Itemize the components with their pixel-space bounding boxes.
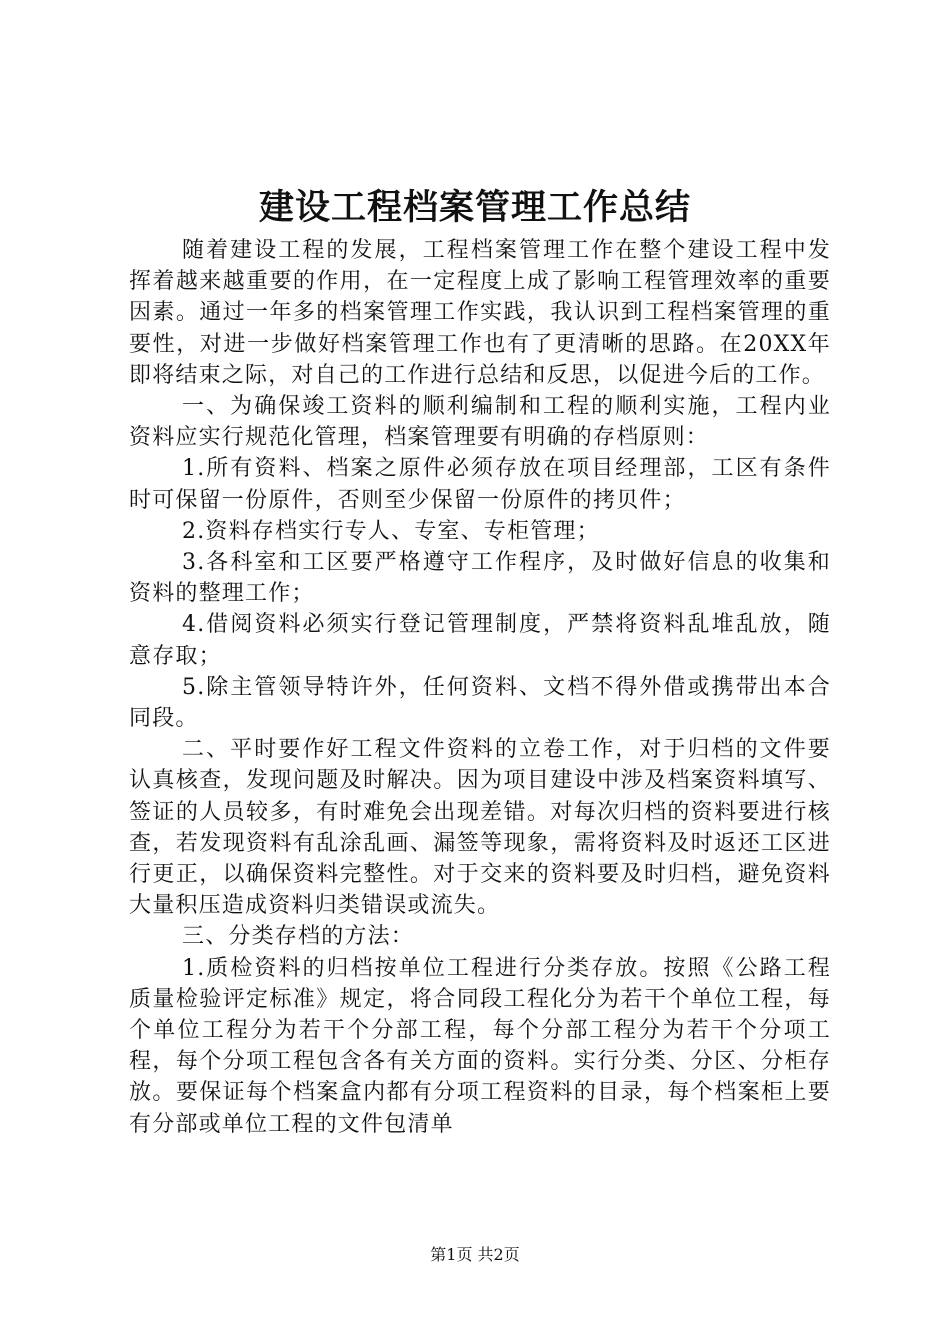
- paragraph-intro: 随着建设工程的发展，工程档案管理工作在整个建设工程中发挥着越来越重要的作用，在一定程度上成了影响工程管理效率的重要因素。通过一年多的档案管理工作实践，我认识到工程档案管理的重要性，对进一步做好档案管理工作也有了更清晰的思路。在20XX年即将结束之际，对自己的工作进行总结和反思，以促进今后的工作。: [129, 238, 831, 388]
- paragraph-section-3-item-1: 1.质检资料的归档按单位工程进行分类存放。按照《公路工程质量检验评定标准》规定，将合同段工程化分为若干个单位工程，每个单位工程分为若干个分部工程，每个分部工程分为若干个分项工程，每个分项工程包含各有关方面的资料。实行分类、分区、分柜存放。要保证每个档案盒内都有分项工程资料的目录，每个档案柜上要有分部或单位工程的文件包清单: [129, 955, 831, 1137]
- paragraph-section-3: 三、分类存档的方法：: [182, 924, 415, 950]
- document-title: 建设工程档案管理工作总结: [258, 187, 691, 228]
- paragraph-item-4: 4.借阅资料必须实行登记管理制度，严禁将资料乱堆乱放，随意存取；: [129, 612, 831, 669]
- paragraph-item-3: 3.各科室和工区要严格遵守工作程序，及时做好信息的收集和资料的整理工作；: [129, 550, 831, 607]
- paragraph-section-1: 一、为确保竣工资料的顺利编制和工程的顺利实施，工程内业资料应实行规范化管理，档案管理要有明确的存档原则：: [129, 394, 831, 451]
- paragraph-item-2: 2.资料存档实行专人、专室、专柜管理；: [182, 518, 600, 544]
- paragraph-item-5: 5.除主管领导特许外，任何资料、文档不得外借或携带出本合同段。: [129, 674, 831, 732]
- document-body: [129, 235, 831, 1140]
- paragraph-section-2: 二、平时要作好工程文件资料的立卷工作，对于归档的文件要认真核查，发现问题及时解决。因为项目建设中涉及档案资料填写、签证的人员较多，有时难免会出现差错。对每次归档的资料要进行核查，若发现资料有乱涂乱画、漏签等现象，需将资料及时返还工区进行更正，以确保资料完整性。对于交来的资料要及时归档，避免资料大量积压造成资料归类错误或流失。: [129, 737, 831, 919]
- page-footer: 第1页 共2页: [430, 1245, 520, 1264]
- paragraph-item-1: 1.所有资料、档案之原件必须存放在项目经理部，工区有条件时可保留一份原件，否则至少保留一份原件的拷贝件；: [129, 456, 831, 513]
